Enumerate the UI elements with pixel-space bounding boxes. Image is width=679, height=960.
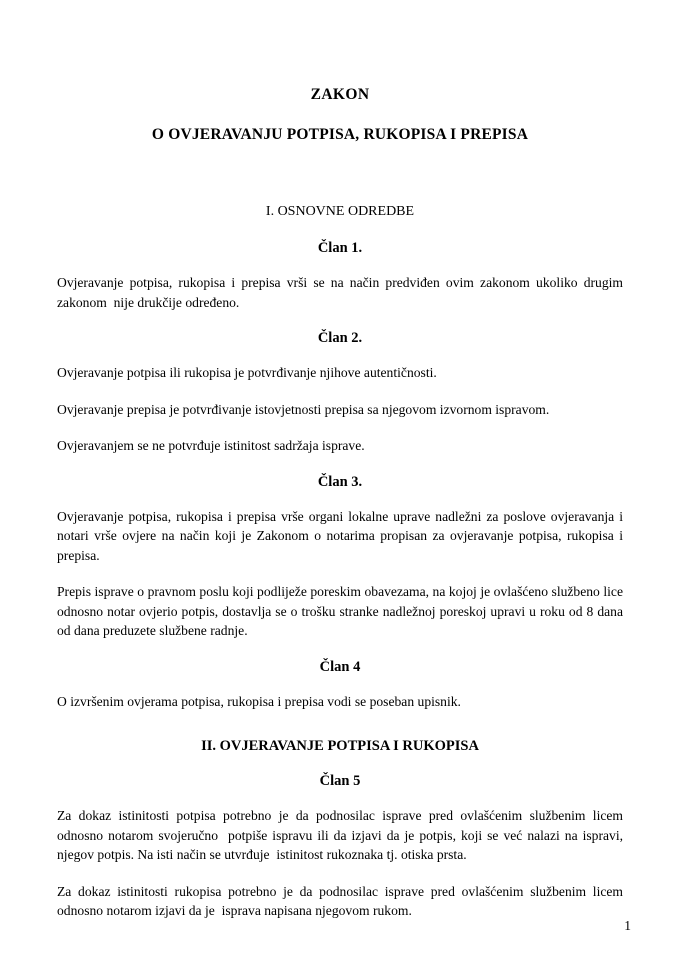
spacer — [57, 419, 623, 436]
section-heading-ii: II. OVJERAVANJE POTPISA I RUKOPISA — [201, 738, 479, 754]
article-heading-3: Član 3. — [317, 473, 363, 490]
document-title-line-1: ZAKON — [310, 86, 370, 103]
article-3-paragraph-1: Ovjeravanje potpisa, rukopisa i prepisa vrše organi lokalne uprave nadležni za poslove ovjeravanja i notari vrše ovjere na način koji je Zakonom o notarima propisan za ovjeravanje potpisa, rukopisa i prepisa. — [57, 508, 627, 563]
spacer — [57, 865, 623, 882]
spacer — [57, 144, 623, 204]
article-5-paragraph-1: Za dokaz istinitosti potpisa potrebno je da podnosilac isprave pred ovlašćenim službenim licem odnosno notarom svojeručno potpiše ispravu ili da izjavi da je potpis, koji se već nalazi na ispravi, njegov potpis. Na isti način se utvrđuje istinitost rukoznaka tj. otiska prsta. — [57, 808, 627, 862]
document-content — [57, 0, 627, 921]
article-1-paragraph-1: Ovjeravanje potpisa, rukopisa i prepisa vrši se na način predviđen ovim zakonom ukoliko drugim zakonom nije drukčije određeno. — [57, 275, 627, 310]
spacer — [57, 456, 623, 474]
spacer — [57, 711, 623, 738]
spacer — [57, 383, 623, 400]
spacer — [57, 312, 623, 330]
section-heading-i: I. OSNOVNE ODREDBE — [265, 204, 415, 219]
spacer — [57, 790, 623, 806]
article-heading-5: Član 5 — [319, 773, 361, 789]
article-4-paragraph-1: O izvršenim ovjerama potpisa, rukopisa i prepisa vodi se poseban upisnik. — [57, 693, 461, 709]
spacer — [57, 565, 623, 582]
spacer — [57, 220, 623, 240]
spacer — [57, 257, 623, 273]
spacer — [57, 755, 623, 773]
article-2-paragraph-3: Ovjeravanjem se ne potvrđuje istinitost sadržaja isprave. — [57, 438, 365, 453]
spacer — [57, 641, 623, 659]
article-2-paragraph-2: Ovjeravanje prepisa je potvrđivanje istovjetnosti prepisa sa njegovom izvornom ispravom. — [57, 401, 550, 417]
spacer — [57, 491, 623, 507]
document-title-line-2: O OVJERAVANJU POTPISA, RUKOPISA I PREPISA — [151, 126, 529, 143]
article-heading-1: Član 1. — [317, 240, 363, 256]
article-heading-2: Član 2. — [317, 330, 363, 346]
article-3-paragraph-2: Prepis isprave o pravnom poslu koji podliježe poreskim obavezama, na kojoj je ovlašćeno službeno lice odnosno notar ovjerio potpis, dostavlja se o trošku stranke nadležnoj poreskoj upravi u roku od 8 dana od dana preduzete službene radnje. — [57, 584, 627, 638]
article-5-paragraph-2: Za dokaz istinitosti rukopisa potrebno je da podnosilac isprave pred ovlašćenim službenim licem odnosno notarom izjavi da je isprava napisana njegovom rukom. — [57, 883, 627, 918]
page-number: 1 — [624, 917, 631, 933]
spacer — [57, 676, 623, 692]
spacer — [57, 347, 623, 363]
article-2-paragraph-1: Ovjeravanje potpisa ili rukopisa je potvrđivanje njihove autentičnosti. — [57, 365, 437, 380]
article-heading-4: Član 4 — [319, 658, 361, 675]
